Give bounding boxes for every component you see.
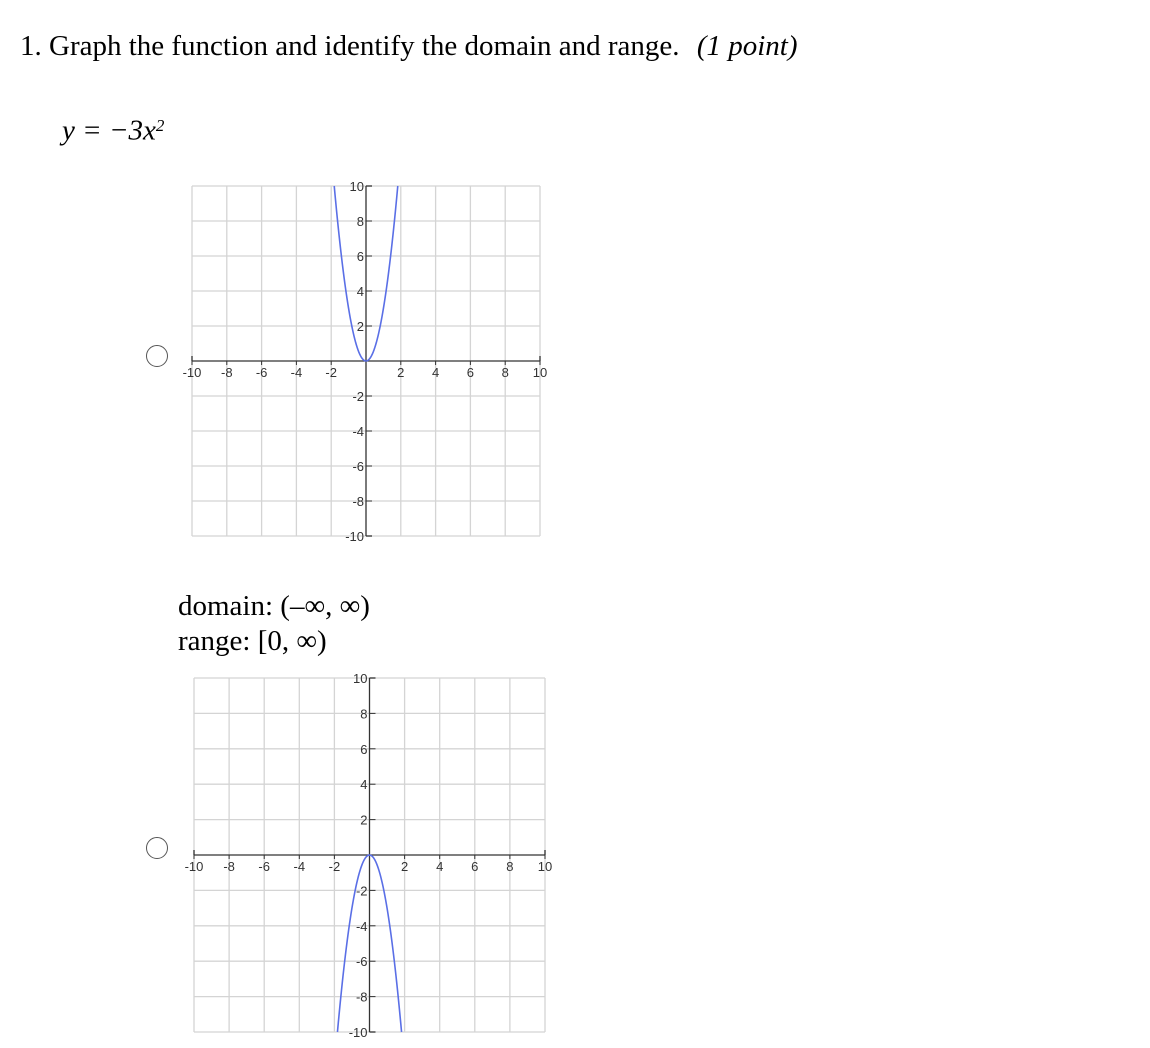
x-tick-label: 4 [431,365,440,380]
y-tick-label: -2 [355,883,368,899]
option-a-graph [174,176,550,546]
x-tick-label: -10 [184,859,204,874]
x-tick-label: 8 [501,365,509,380]
y-tick-label: -8 [355,989,368,1005]
y-tick-label: -10 [348,1025,368,1040]
option-b-radio[interactable] [146,837,168,859]
y-tick-label: -8 [352,494,364,509]
y-tick-label: -4 [352,424,364,439]
option-b-range-text: range: [0, ∞) [178,625,327,657]
x-tick-label: -8 [221,365,233,380]
y-tick-label: -2 [352,389,364,404]
equation-exponent: 2 [155,116,165,135]
question-header [20,28,798,64]
y-tick-label: -10 [345,529,364,544]
function-equation [62,106,164,149]
y-tick-label: 4 [360,777,368,793]
x-tick-label: -8 [223,859,235,874]
x-tick-label: 8 [506,859,514,874]
equation-lhs: y = −3x [62,114,156,147]
y-tick-label: 2 [360,812,368,828]
y-tick-label: 8 [356,214,364,229]
question-prompt: Graph the function and identify the domain and range. [49,30,680,62]
y-tick-label: -4 [355,918,368,934]
x-tick-label: 10 [532,365,548,380]
y-tick-label: 4 [356,284,364,299]
y-tick-label: 6 [356,249,364,264]
question-points: (1 point) [696,30,798,62]
x-tick-label: 4 [436,859,444,874]
y-tick-label: 10 [353,671,368,686]
option-a-radio[interactable] [146,345,168,367]
x-tick-label: -4 [293,859,306,874]
x-tick-label: 2 [397,365,405,380]
x-tick-label: 6 [466,365,475,380]
x-tick-label: -4 [290,365,303,380]
option-b-graph [176,666,556,1044]
x-tick-label: 10 [537,859,553,874]
option-b-domain-text: domain: (–∞, ∞) [178,590,370,622]
x-tick-label: 2 [400,859,409,874]
x-tick-label: -6 [255,365,268,380]
y-tick-label: -6 [355,954,368,970]
x-tick-label: -6 [258,859,270,874]
x-tick-label: -2 [325,365,337,380]
y-tick-label: 10 [349,179,364,194]
y-tick-label: 6 [360,741,368,757]
y-tick-label: 8 [360,706,368,722]
y-tick-label: 2 [356,319,364,334]
y-tick-label: -6 [352,459,364,474]
x-tick-label: -10 [182,365,202,380]
x-tick-label: 6 [471,859,479,874]
x-tick-label: -2 [328,859,341,874]
question-number: 1. [20,30,42,62]
